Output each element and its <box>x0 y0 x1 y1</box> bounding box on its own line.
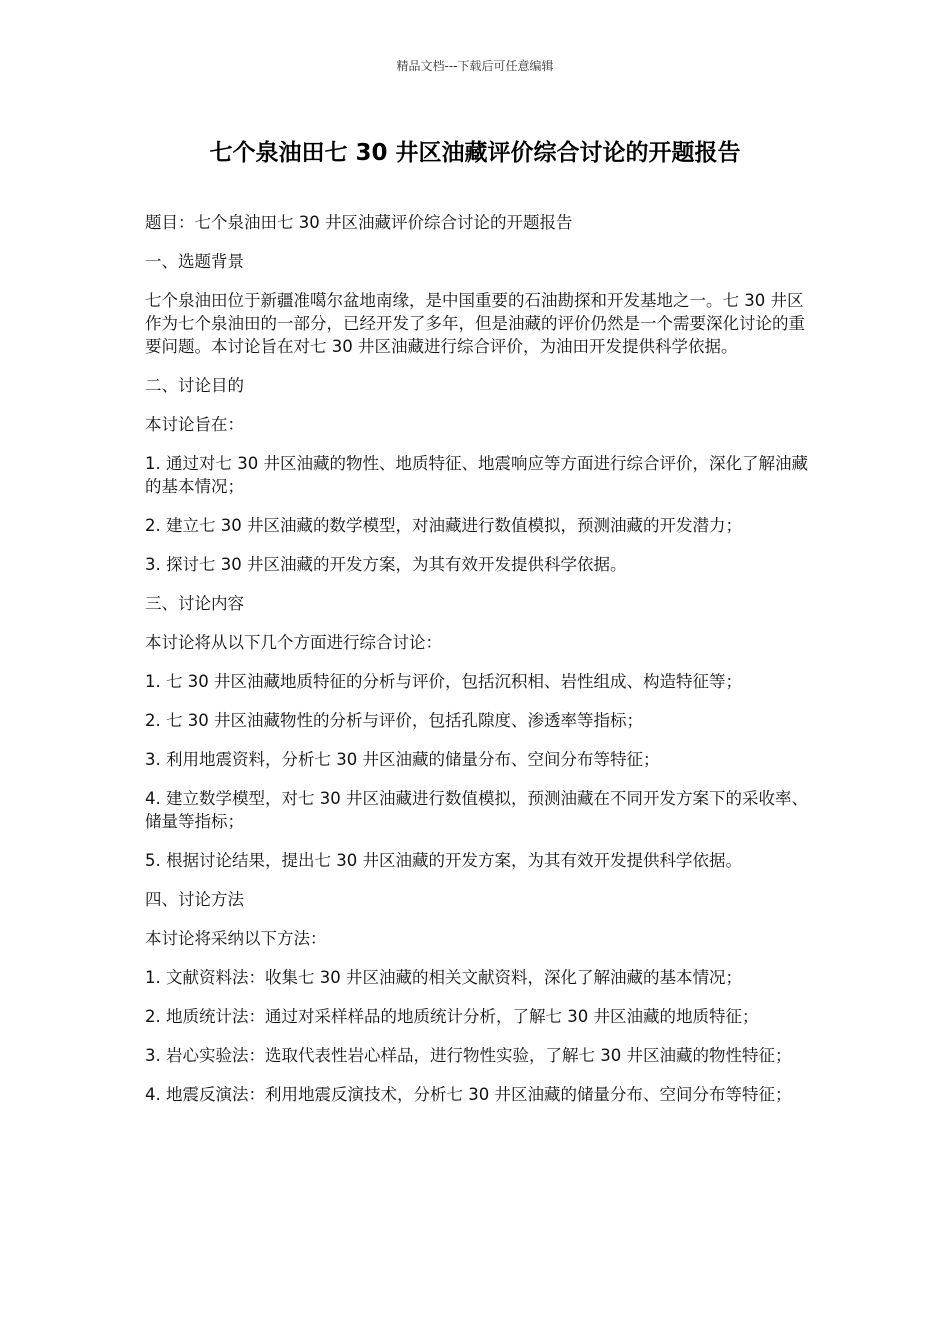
section-heading-method: 四、讨论方法 <box>145 890 244 909</box>
purpose-item: 1. 通过对七 30 井区油藏的物性、地质特征、地震响应等方面进行综合评价，深化了解油藏的基本情况； <box>145 454 808 496</box>
section-heading-content: 三、讨论内容 <box>145 594 244 613</box>
content-item: 5. 根据讨论结果，提出七 30 井区油藏的开发方案，为其有效开发提供科学依据。 <box>145 851 742 870</box>
content-item: 2. 七 30 井区油藏物性的分析与评价，包括孔隙度、渗透率等指标； <box>145 711 643 730</box>
content-item: 1. 七 30 井区油藏地质特征的分析与评价，包括沉积相、岩性组成、构造特征等； <box>145 672 742 691</box>
method-item: 4. 地震反演法：利用地震反演技术，分析七 30 井区油藏的储量分布、空间分布等特征； <box>145 1085 792 1104</box>
method-intro: 本讨论将采纳以下方法： <box>145 929 327 948</box>
subject-line: 题目：七个泉油田七 30 井区油藏评价综合讨论的开题报告 <box>145 213 573 232</box>
document-body <box>145 211 810 1122</box>
method-item: 2. 地质统计法：通过对采样样品的地质统计分析，了解七 30 井区油藏的地质特征； <box>145 1007 759 1026</box>
purpose-item: 2. 建立七 30 井区油藏的数学模型，对油藏进行数值模拟，预测油藏的开发潜力； <box>145 516 742 535</box>
method-item: 1. 文献资料法：收集七 30 井区油藏的相关文献资料，深化了解油藏的基本情况； <box>145 968 742 987</box>
section-heading-background: 一、选题背景 <box>145 252 244 271</box>
content-intro: 本讨论将从以下几个方面进行综合讨论： <box>145 633 442 652</box>
header-note: 精品文档---下载后可任意编辑 <box>396 59 554 73</box>
document-title: 七个泉油田七 30 井区油藏评价综合讨论的开题报告 <box>209 140 741 166</box>
purpose-intro: 本讨论旨在： <box>145 415 244 434</box>
method-item: 3. 岩心实验法：选取代表性岩心样品，进行物性实验，了解七 30 井区油藏的物性特征； <box>145 1046 792 1065</box>
section-heading-purpose: 二、讨论目的 <box>145 376 244 395</box>
content-item: 4. 建立数学模型，对七 30 井区油藏进行数值模拟，预测油藏在不同开发方案下的采收率、储量等指标； <box>145 789 808 831</box>
content-item: 3. 利用地震资料，分析七 30 井区油藏的储量分布、空间分布等特征； <box>145 750 660 769</box>
purpose-item: 3. 探讨七 30 井区油藏的开发方案，为其有效开发提供科学依据。 <box>145 555 627 574</box>
background-paragraph: 七个泉油田位于新疆准噶尔盆地南缘，是中国重要的石油勘探和开发基地之一。七 30 井区作为七个泉油田的一部分，已经开发了多年，但是油藏的评价仍然是一个需要深化讨论的重要问题。本讨论旨在对七 30 井区油藏进行综合评价，为油田开发提供科学依据。 <box>145 291 805 356</box>
